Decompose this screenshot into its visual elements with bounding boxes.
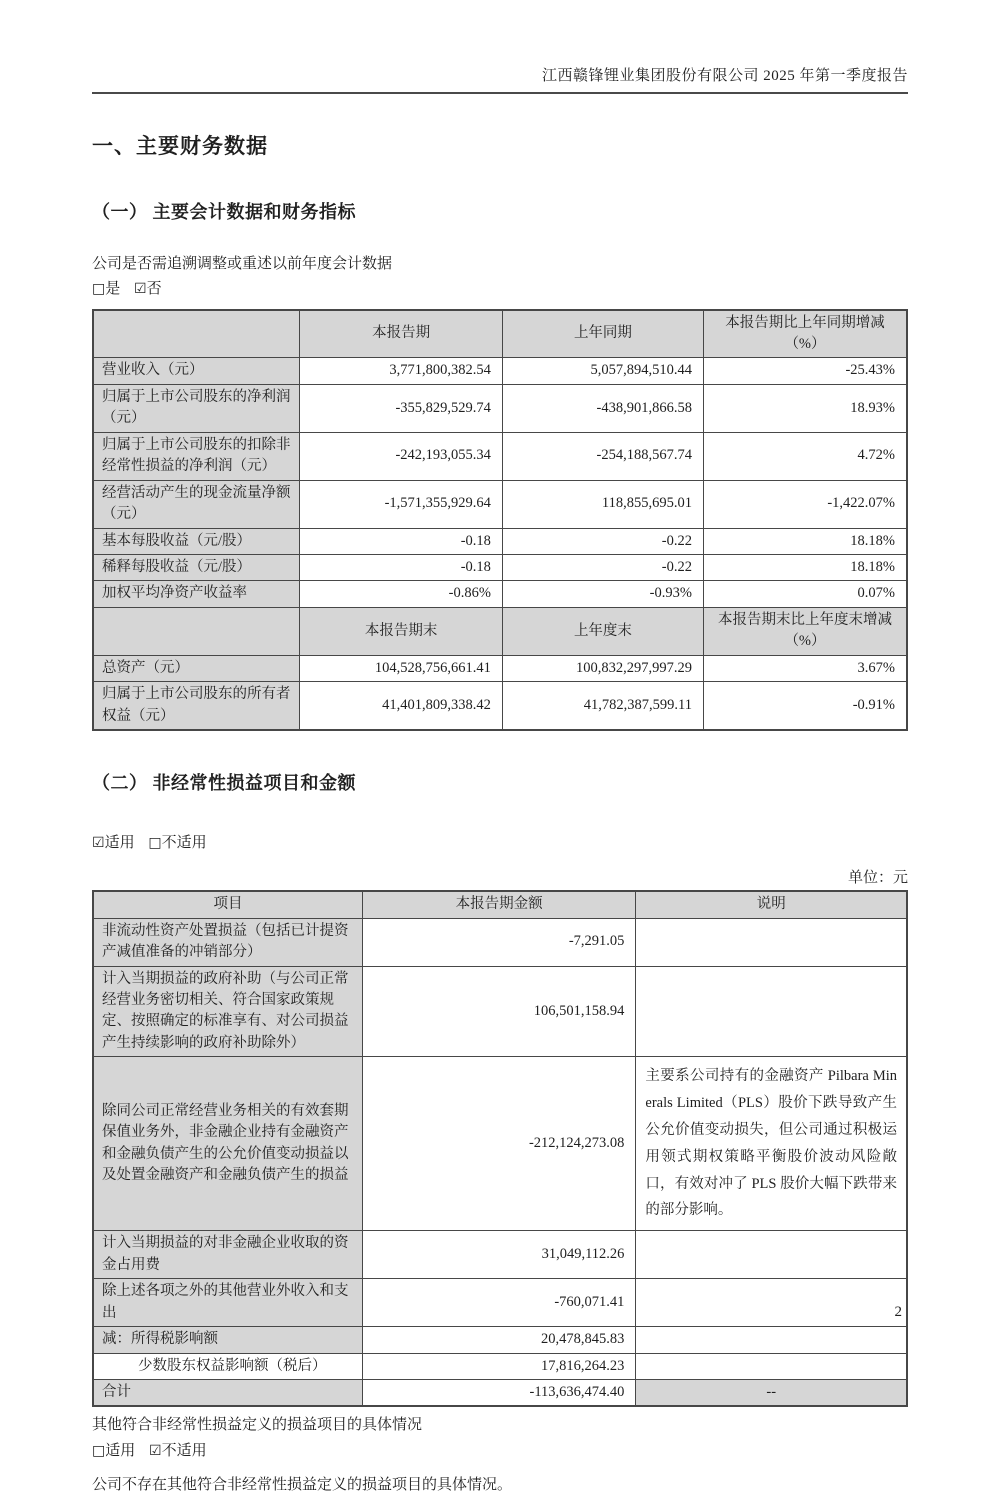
document-header bbox=[92, 0, 908, 85]
option-not-applicable-label: 不适用 bbox=[161, 835, 207, 852]
restatement-question: 公司是否需追溯调整或重述以前年度会计数据 bbox=[92, 256, 393, 272]
checkbox-checked-icon: ☑ bbox=[92, 835, 105, 852]
item-note bbox=[636, 966, 907, 1057]
item-note bbox=[636, 1327, 907, 1353]
table-row-net-profit bbox=[93, 384, 907, 432]
table-row-operating-revenue bbox=[93, 358, 907, 384]
column-header-current-period: 本报告期 bbox=[300, 310, 503, 358]
metric-prior-value: 5,057,894,510.44 bbox=[502, 358, 703, 384]
table-row-capital-occupation-fees bbox=[93, 1231, 907, 1279]
period-header-row bbox=[93, 310, 907, 358]
section-title-main-financial-data: 一、主要财务数据 bbox=[92, 134, 268, 158]
metric-change-value: -0.91% bbox=[703, 682, 907, 730]
metric-prior-value: 41,782,387,599.11 bbox=[502, 682, 703, 730]
metric-prior-value: -0.93% bbox=[502, 581, 703, 607]
end-of-period-header-row bbox=[93, 607, 907, 655]
option-no bbox=[134, 281, 162, 297]
nonrecurring-items-table bbox=[92, 890, 908, 1407]
header-divider bbox=[92, 92, 908, 94]
metric-current-value: -1,571,355,929.64 bbox=[300, 480, 503, 528]
metric-prior-value: -438,901,866.58 bbox=[502, 384, 703, 432]
metric-change-value: 0.07% bbox=[703, 581, 907, 607]
item-label: 少数股东权益影响额（税后） bbox=[93, 1353, 362, 1379]
unit-label: 单位：元 bbox=[847, 870, 908, 887]
item-amount: -760,071.41 bbox=[362, 1279, 636, 1327]
table-row-total bbox=[93, 1379, 907, 1406]
metric-current-value: -0.18 bbox=[300, 528, 503, 554]
option-applicable bbox=[92, 835, 135, 851]
option-applicable-label: 适用 bbox=[104, 835, 135, 852]
metric-current-value: 3,771,800,382.54 bbox=[300, 358, 503, 384]
metric-current-value: 41,401,809,338.42 bbox=[300, 682, 503, 730]
metric-current-value: -0.18 bbox=[300, 555, 503, 581]
column-header-item: 项目 bbox=[93, 891, 362, 918]
table-row-operating-cash-flow bbox=[93, 480, 907, 528]
page-number: 2 bbox=[894, 1304, 902, 1320]
document-header-title: 江西赣锋锂业集团股份有限公司 2025 年第一季度报告 bbox=[541, 68, 908, 84]
other-items-statement: 公司不存在其他符合非经常性损益定义的损益项目的具体情况。 bbox=[92, 1477, 513, 1494]
option-not-applicable bbox=[148, 835, 206, 851]
item-note: 主要系公司持有的金融资产 Pilbara Minerals Limited（PLS）股价下跌导致产生公允价值变动损失，但公司通过积极运用领式期权策略平衡股价波动风险敞口，有效对冲了 PLS 股价大幅下跌带来的部分影响。 bbox=[636, 1057, 907, 1231]
table-row-fair-value-changes bbox=[93, 1057, 907, 1231]
option-no-label: 否 bbox=[146, 280, 162, 297]
column-header-amount: 本报告期金额 bbox=[362, 891, 636, 918]
metric-change-value: 18.18% bbox=[703, 555, 907, 581]
column-header-end-change: 本报告期末比上年度末增减（%） bbox=[703, 607, 907, 655]
column-header-prior-period: 上年同期 bbox=[502, 310, 703, 358]
metric-label: 营业收入（元） bbox=[93, 358, 300, 384]
column-header-period-change: 本报告期比上年同期增减（%） bbox=[703, 310, 907, 358]
table-row-diluted-eps bbox=[93, 555, 907, 581]
total-amount: -113,636,474.40 bbox=[362, 1379, 636, 1406]
checkbox-checked-icon: ☑ bbox=[134, 280, 147, 297]
metric-label: 归属于上市公司股东的所有者权益（元） bbox=[93, 682, 300, 730]
metric-prior-value: 118,855,695.01 bbox=[502, 480, 703, 528]
item-note bbox=[636, 918, 907, 966]
metric-label: 归属于上市公司股东的净利润（元） bbox=[93, 384, 300, 432]
item-amount: 106,501,158.94 bbox=[362, 966, 636, 1057]
item-label: 除上述各项之外的其他营业外收入和支出 bbox=[93, 1279, 362, 1327]
table-row-owners-equity bbox=[93, 682, 907, 730]
item-amount: 31,049,112.26 bbox=[362, 1231, 636, 1279]
metric-change-value: 3.67% bbox=[703, 655, 907, 681]
metric-change-value: 18.93% bbox=[703, 384, 907, 432]
metric-current-value: -242,193,055.34 bbox=[300, 432, 503, 480]
empty-header-cell bbox=[93, 607, 300, 655]
table-row-basic-eps bbox=[93, 528, 907, 554]
metric-prior-value: -0.22 bbox=[502, 528, 703, 554]
table-row-total-assets bbox=[93, 655, 907, 681]
item-amount: -212,124,273.08 bbox=[362, 1057, 636, 1231]
item-note bbox=[636, 1279, 907, 1327]
item-amount: -7,291.05 bbox=[362, 918, 636, 966]
metric-label: 经营活动产生的现金流量净额（元） bbox=[93, 480, 300, 528]
metric-change-value: 4.72% bbox=[703, 432, 907, 480]
metric-label: 归属于上市公司股东的扣除非经常性损益的净利润（元） bbox=[93, 432, 300, 480]
metric-current-value: 104,528,756,661.41 bbox=[300, 655, 503, 681]
metric-label: 基本每股收益（元/股） bbox=[93, 528, 300, 554]
table-row-weighted-avg-roe bbox=[93, 581, 907, 607]
table-row-income-tax-impact bbox=[93, 1327, 907, 1353]
metric-prior-value: -254,188,567.74 bbox=[502, 432, 703, 480]
checkbox-checked-icon: ☑ bbox=[149, 1442, 162, 1459]
item-label: 除同公司正常经营业务相关的有效套期保值业务外，非金融企业持有金融资产和金融负债产生的公允价值变动损益以及处置金融资产和金融负债产生的损益 bbox=[93, 1057, 362, 1231]
empty-header-cell bbox=[93, 310, 300, 358]
column-header-prior-year-end: 上年度末 bbox=[502, 607, 703, 655]
metric-label: 稀释每股收益（元/股） bbox=[93, 555, 300, 581]
item-note bbox=[636, 1353, 907, 1379]
metric-change-value: -1,422.07% bbox=[703, 480, 907, 528]
column-header-period-end: 本报告期末 bbox=[300, 607, 503, 655]
metric-label: 加权平均净资产收益率 bbox=[93, 581, 300, 607]
checkbox-unchecked-icon: □ bbox=[92, 280, 106, 297]
page-content bbox=[92, 0, 908, 1497]
option-applicable-label: 适用 bbox=[105, 1442, 136, 1459]
key-financials-table bbox=[92, 309, 908, 732]
item-amount: 20,478,845.83 bbox=[362, 1327, 636, 1353]
metric-current-value: -0.86% bbox=[300, 581, 503, 607]
other-items-title: 其他符合非经常性损益定义的损益项目的具体情况 bbox=[92, 1417, 423, 1434]
item-note bbox=[636, 1231, 907, 1279]
option-yes-label: 是 bbox=[105, 280, 121, 297]
metric-change-value: -25.43% bbox=[703, 358, 907, 384]
total-note: -- bbox=[636, 1379, 907, 1406]
item-label: 非流动性资产处置损益（包括已计提资产减值准备的冲销部分） bbox=[93, 918, 362, 966]
option-applicable bbox=[92, 1443, 135, 1459]
option-not-applicable bbox=[149, 1443, 207, 1459]
metric-prior-value: 100,832,297,997.29 bbox=[502, 655, 703, 681]
metric-prior-value: -0.22 bbox=[502, 555, 703, 581]
item-label: 计入当期损益的政府补助（与公司正常经营业务密切相关、符合国家政策规定、按照确定的标准享有、对公司损益产生持续影响的政府补助除外） bbox=[93, 966, 362, 1057]
nonrecurring-applicability-options bbox=[92, 831, 908, 852]
option-not-applicable-label: 不适用 bbox=[161, 1442, 207, 1459]
option-yes bbox=[92, 281, 120, 297]
table-row-government-subsidies bbox=[93, 966, 907, 1057]
total-label: 合计 bbox=[93, 1379, 362, 1406]
subsection-title-accounting-data: （一） 主要会计数据和财务指标 bbox=[92, 202, 356, 222]
nonrecurring-header-row bbox=[93, 891, 907, 918]
item-amount: 17,816,264.23 bbox=[362, 1353, 636, 1379]
column-header-explanation: 说明 bbox=[636, 891, 907, 918]
metric-change-value: 18.18% bbox=[703, 528, 907, 554]
table-row-other-nonoperating bbox=[93, 1279, 907, 1327]
table-row-net-profit-excl-nonrecurring bbox=[93, 432, 907, 480]
metric-current-value: -355,829,529.74 bbox=[300, 384, 503, 432]
checkbox-unchecked-icon: □ bbox=[148, 835, 162, 852]
checkbox-unchecked-icon: □ bbox=[92, 1442, 106, 1459]
other-items-applicability-options bbox=[92, 1440, 908, 1463]
metric-label: 总资产（元） bbox=[93, 655, 300, 681]
table-row-asset-disposal bbox=[93, 918, 907, 966]
item-label: 计入当期损益的对非金融企业收取的资金占用费 bbox=[93, 1231, 362, 1279]
restatement-options bbox=[92, 279, 908, 301]
subsection-title-nonrecurring-items: （二） 非经常性损益项目和金额 bbox=[92, 773, 356, 794]
item-label: 减：所得税影响额 bbox=[93, 1327, 362, 1353]
table-row-minority-interest-impact bbox=[93, 1353, 907, 1379]
